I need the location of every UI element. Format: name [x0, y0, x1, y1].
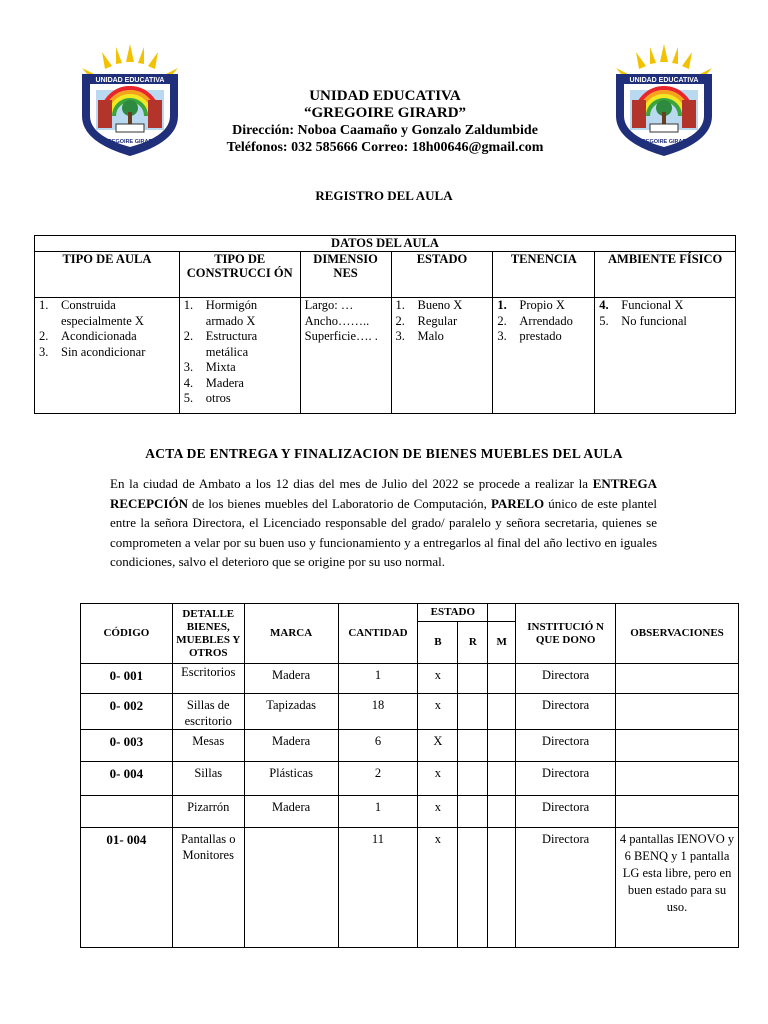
- list-item: 3. Mixta: [183, 360, 236, 374]
- list-item: 1. Propio X: [497, 298, 565, 312]
- acta-title: ACTA DE ENTREGA Y FINALIZACION DE BIENES MUEBLES DEL AULA: [145, 446, 623, 461]
- ambiente-options: [595, 298, 736, 414]
- construccion-options: [179, 298, 300, 414]
- list-item: 2. Estructura metálica: [183, 329, 258, 359]
- list-item: 3. prestado: [497, 329, 562, 343]
- school-name: “GREGOIRE GIRARD”: [303, 105, 467, 121]
- school-crest-logo-right: [606, 44, 722, 160]
- dimensiones-values: Largo: … Ancho…….. Superficie…. .: [300, 298, 391, 414]
- acta-paragraph: En la ciudad de Ambato a los 12 dias del mes de Julio del 2022 se procede a realizar la ENTREGA RECEPCIÓN de los bienes muebles del Laboratorio de Computación, PARELO único de este plantel entre la señora Directora, el Licenciado responsable del grado/ paralelo y señora secretaria, quienes se comprometen a velar por su buen uso y funcionamiento y a entregarlos al final del año lectivo en iguales condiciones, salvo el deterioro que se origine por su uso normal.: [110, 476, 657, 569]
- col-ambiente: AMBIENTE FÍSICO: [595, 252, 736, 298]
- col-b: B: [418, 622, 458, 664]
- table-row: 0- 001 Escritorios Madera 1 x Directora: [81, 664, 739, 694]
- tenencia-options: [493, 298, 595, 414]
- crest-bottom-text: GREGOIRE GIRARD: [637, 139, 691, 145]
- col-codigo: CÓDIGO: [81, 604, 173, 664]
- col-marca: MARCA: [244, 604, 338, 664]
- registro-title: REGISTRO DEL AULA: [315, 188, 453, 203]
- list-item: 2. Acondicionada: [39, 329, 137, 343]
- list-item: 4. Funcional X: [599, 298, 684, 312]
- col-dimensiones: DIMENSIO NES: [300, 252, 391, 298]
- list-item: 5. No funcional: [599, 313, 687, 328]
- table-row: 0- 003 Mesas Madera 6 X Directora: [81, 730, 739, 762]
- assets-table: [80, 603, 739, 948]
- col-estado-extra: [488, 604, 516, 622]
- school-address: Dirección: Noboa Caamaño y Gonzalo Zaldumbide: [232, 123, 538, 138]
- col-tipo-construccion: TIPO DE CONSTRUCCI ÓN: [179, 252, 300, 298]
- crest-top-text: UNIDAD EDUCATIVA: [95, 77, 165, 84]
- list-item: 4. Madera: [183, 375, 244, 390]
- col-observaciones: OBSERVACIONES: [616, 604, 739, 664]
- letterhead: [150, 88, 620, 156]
- school-contact: Teléfonos: 032 585666 Correo: 18h00646@gmail.com: [226, 140, 544, 155]
- list-item: 3. Malo: [395, 329, 444, 343]
- col-institucion: INSTITUCIÓ N QUE DONO: [516, 604, 616, 664]
- list-item: 5. otros: [183, 391, 231, 405]
- list-item: 2. Regular: [395, 313, 458, 328]
- col-detalle: DETALLE BIENES, MUEBLES Y OTROS: [172, 604, 244, 664]
- school-type: UNIDAD EDUCATIVA: [309, 88, 461, 104]
- table-row: 0- 002 Sillas de escritorio Tapizadas 18 x Directora: [81, 694, 739, 730]
- list-item: 1. Bueno X: [395, 298, 463, 312]
- col-cantidad: CANTIDAD: [338, 604, 418, 664]
- table-row: Pizarrón Madera 1 x Directora: [81, 796, 739, 828]
- tipo-aula-options: [35, 298, 180, 414]
- list-item: 2. Arrendado: [497, 313, 573, 328]
- crest-bottom-text: GREGOIRE GIRARD: [103, 139, 157, 145]
- list-item: 1. Construida especialmente X: [39, 298, 144, 328]
- classroom-data-table: [34, 235, 736, 414]
- estado-options: [391, 298, 493, 414]
- col-tipo-aula: TIPO DE AULA: [35, 252, 180, 298]
- col-estado: ESTADO: [418, 604, 488, 622]
- col-m: M: [488, 622, 516, 664]
- classroom-data-title: DATOS DEL AULA: [35, 236, 736, 252]
- crest-top-text: UNIDAD EDUCATIVA: [629, 77, 699, 84]
- col-tenencia: TENENCIA: [493, 252, 595, 298]
- table-row: 01- 004 Pantallas o Monitores 11 x Directora 4 pantallas IENOVO y 6 BENQ y 1 pantalla LG esta libre, pero en buen estado para su uso.: [81, 828, 739, 948]
- table-row: 0- 004 Sillas Plásticas 2 x Directora: [81, 762, 739, 796]
- col-estado: ESTADO: [391, 252, 493, 298]
- list-item: 3. Sin acondicionar: [39, 344, 146, 359]
- col-r: R: [458, 622, 488, 664]
- list-item: 1. Hormigón armado X: [183, 298, 258, 328]
